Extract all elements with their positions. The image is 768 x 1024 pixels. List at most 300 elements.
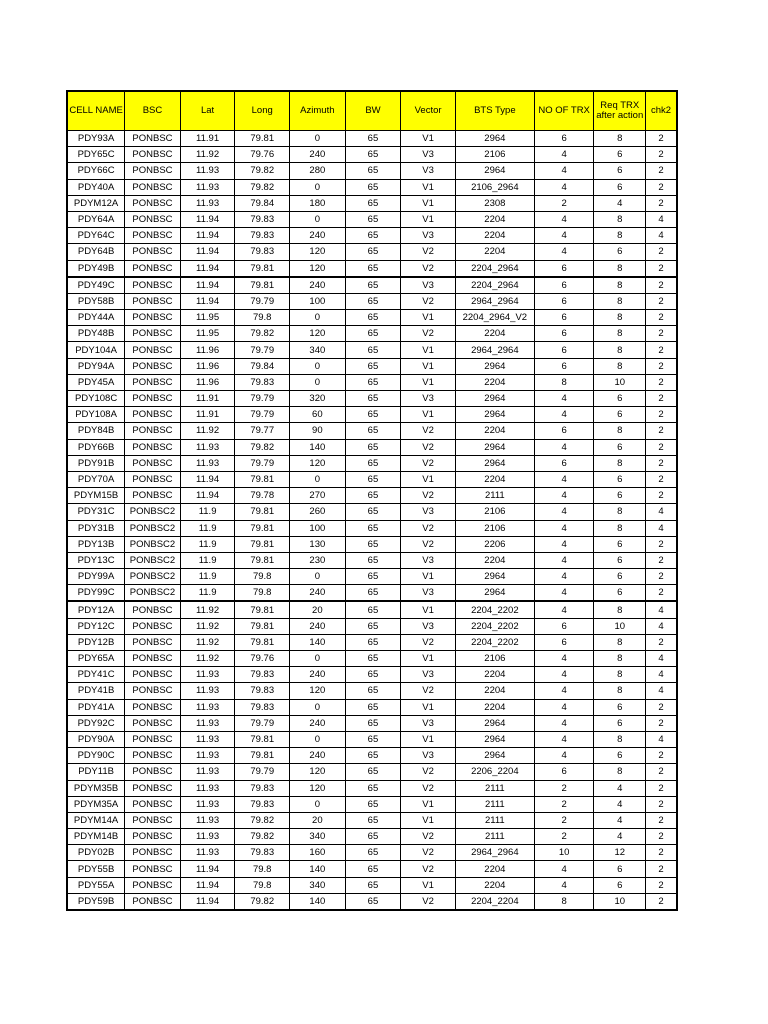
table-row [67,326,677,342]
cell-azimuth: 140 [290,861,346,877]
cell-req-trx: 8 [594,683,646,699]
cell-cell-name: PDY99C [67,585,125,602]
cell-chk2: 2 [646,699,677,715]
cell-lat: 11.93 [180,796,235,812]
cell-chk2: 2 [646,195,677,211]
cell-lat: 11.93 [180,179,235,195]
cell-azimuth: 0 [290,211,346,227]
cell-long: 79.76 [235,147,290,163]
cell-req-trx: 6 [594,439,646,455]
cell-azimuth: 240 [290,585,346,602]
cell-bsc: PONBSC [125,715,181,731]
table-row [67,488,677,504]
cell-chk2: 2 [646,455,677,471]
cell-req-trx: 8 [594,211,646,227]
cell-vector: V1 [401,374,456,390]
cell-lat: 11.94 [180,893,235,910]
cell-no-of-trx: 4 [534,601,594,618]
cell-bts-type: 2206_2204 [455,764,534,780]
cell-long: 79.83 [235,667,290,683]
cell-no-of-trx: 6 [534,455,594,471]
table-row [67,147,677,163]
cell-bw: 65 [345,488,401,504]
cell-no-of-trx: 4 [534,651,594,667]
table-row [67,358,677,374]
cell-azimuth: 270 [290,488,346,504]
cell-cell-name: PDY104A [67,342,125,358]
cell-chk2: 2 [646,552,677,568]
cell-bts-type: 2964 [455,569,534,585]
cell-bsc: PONBSC [125,391,181,407]
cell-bw: 65 [345,634,401,650]
table-row [67,651,677,667]
cell-vector: V2 [401,845,456,861]
cell-req-trx: 6 [594,179,646,195]
cell-vector: V3 [401,277,456,294]
table-row [67,195,677,211]
cell-chk2: 2 [646,845,677,861]
cell-no-of-trx: 4 [534,731,594,747]
cell-bsc: PONBSC [125,699,181,715]
cell-vector: V3 [401,748,456,764]
cell-bw: 65 [345,358,401,374]
cell-bsc: PONBSC2 [125,536,181,552]
cell-no-of-trx: 4 [534,211,594,227]
cell-bsc: PONBSC [125,179,181,195]
cell-azimuth: 240 [290,618,346,634]
cell-bsc: PONBSC [125,326,181,342]
cell-chk2: 2 [646,764,677,780]
cell-long: 79.81 [235,748,290,764]
cell-chk2: 4 [646,651,677,667]
cell-cell-name: PDY66B [67,439,125,455]
cell-long: 79.81 [235,131,290,147]
cell-req-trx: 10 [594,374,646,390]
cell-no-of-trx: 6 [534,131,594,147]
cell-long: 79.83 [235,244,290,260]
cell-bw: 65 [345,780,401,796]
cell-no-of-trx: 6 [534,293,594,309]
cell-vector: V1 [401,179,456,195]
cell-cell-name: PDY41A [67,699,125,715]
cell-lat: 11.92 [180,423,235,439]
cell-vector: V1 [401,211,456,227]
cell-cell-name: PDY58B [67,293,125,309]
cell-bts-type: 2204_2964 [455,260,534,277]
cell-no-of-trx: 4 [534,699,594,715]
cell-long: 79.82 [235,829,290,845]
cell-no-of-trx: 4 [534,439,594,455]
cell-lat: 11.93 [180,731,235,747]
cell-bw: 65 [345,277,401,294]
cell-long: 79.82 [235,893,290,910]
cell-azimuth: 340 [290,829,346,845]
cell-bts-type: 2106 [455,520,534,536]
cell-long: 79.76 [235,651,290,667]
cell-lat: 11.94 [180,861,235,877]
cell-chk2: 2 [646,877,677,893]
cell-bw: 65 [345,812,401,828]
cell-req-trx: 6 [594,147,646,163]
cell-req-trx: 6 [594,585,646,602]
cell-vector: V3 [401,585,456,602]
cell-no-of-trx: 2 [534,812,594,828]
cell-no-of-trx: 6 [534,310,594,326]
cell-azimuth: 120 [290,260,346,277]
cell-bw: 65 [345,796,401,812]
table-row [67,163,677,179]
cell-lat: 11.93 [180,455,235,471]
cell-req-trx: 4 [594,829,646,845]
cell-bw: 65 [345,423,401,439]
cell-long: 79.83 [235,374,290,390]
cell-long: 79.79 [235,342,290,358]
cell-bsc: PONBSC [125,147,181,163]
header-cell-name: CELL NAME [67,91,125,131]
cell-vector: V1 [401,471,456,487]
cell-req-trx: 8 [594,260,646,277]
cell-lat: 11.9 [180,585,235,602]
cell-bts-type: 2308 [455,195,534,211]
cell-long: 79.81 [235,471,290,487]
cell-azimuth: 180 [290,195,346,211]
cell-lat: 11.92 [180,147,235,163]
cell-long: 79.81 [235,520,290,536]
cell-vector: V2 [401,455,456,471]
cell-lat: 11.92 [180,634,235,650]
cell-no-of-trx: 4 [534,471,594,487]
cell-vector: V3 [401,618,456,634]
cell-cell-name: PDY13B [67,536,125,552]
cell-bsc: PONBSC [125,260,181,277]
cell-bw: 65 [345,715,401,731]
cell-cell-name: PDY13C [67,552,125,568]
cell-lat: 11.94 [180,211,235,227]
header-bw: BW [345,91,401,131]
cell-chk2: 4 [646,228,677,244]
cell-cell-name: PDY90A [67,731,125,747]
cell-chk2: 2 [646,293,677,309]
cell-vector: V1 [401,342,456,358]
cell-chk2: 2 [646,536,677,552]
cell-bsc: PONBSC [125,796,181,812]
cell-long: 79.77 [235,423,290,439]
cell-req-trx: 4 [594,780,646,796]
cell-no-of-trx: 4 [534,667,594,683]
header-long: Long [235,91,290,131]
cell-bsc: PONBSC [125,764,181,780]
cell-vector: V3 [401,552,456,568]
cell-vector: V2 [401,293,456,309]
cell-chk2: 4 [646,504,677,520]
cell-cell-name: PDY93A [67,131,125,147]
cell-lat: 11.9 [180,552,235,568]
cell-azimuth: 240 [290,277,346,294]
cell-azimuth: 0 [290,131,346,147]
cell-req-trx: 4 [594,796,646,812]
cell-vector: V1 [401,195,456,211]
table-row [67,471,677,487]
cell-chk2: 2 [646,407,677,423]
table-row [67,260,677,277]
cell-lat: 11.93 [180,439,235,455]
cell-cell-name: PDY55A [67,877,125,893]
cell-azimuth: 120 [290,683,346,699]
header-no-of-trx: NO OF TRX [534,91,594,131]
cell-cell-name: PDY59B [67,893,125,910]
cell-bsc: PONBSC [125,683,181,699]
cell-no-of-trx: 4 [534,147,594,163]
table-row [67,893,677,910]
cell-azimuth: 0 [290,471,346,487]
cell-azimuth: 320 [290,391,346,407]
cell-chk2: 4 [646,211,677,227]
cell-bsc: PONBSC [125,845,181,861]
cell-lat: 11.94 [180,244,235,260]
table-row [67,569,677,585]
cell-long: 79.82 [235,812,290,828]
cell-cell-name: PDY70A [67,471,125,487]
cell-chk2: 4 [646,667,677,683]
cell-vector: V3 [401,228,456,244]
table-row [67,780,677,796]
cell-no-of-trx: 4 [534,228,594,244]
cell-req-trx: 6 [594,471,646,487]
cell-lat: 11.9 [180,520,235,536]
cell-no-of-trx: 4 [534,244,594,260]
cell-bts-type: 2111 [455,488,534,504]
cell-bts-type: 2964_2964 [455,342,534,358]
cell-req-trx: 6 [594,715,646,731]
cell-vector: V2 [401,439,456,455]
cell-vector: V1 [401,877,456,893]
cell-bw: 65 [345,651,401,667]
cell-req-trx: 6 [594,407,646,423]
header-azimuth: Azimuth [290,91,346,131]
cell-bsc: PONBSC [125,812,181,828]
cell-vector: V3 [401,163,456,179]
cell-lat: 11.93 [180,667,235,683]
cell-lat: 11.93 [180,748,235,764]
cell-lat: 11.94 [180,488,235,504]
cell-vector: V2 [401,861,456,877]
cell-req-trx: 10 [594,893,646,910]
cell-vector: V1 [401,812,456,828]
cell-bts-type: 2204 [455,423,534,439]
cell-req-trx: 6 [594,552,646,568]
cell-bts-type: 2204 [455,699,534,715]
cell-vector: V1 [401,699,456,715]
cell-long: 79.8 [235,861,290,877]
cell-bts-type: 2964 [455,439,534,455]
table-row [67,748,677,764]
cell-lat: 11.91 [180,131,235,147]
cell-azimuth: 240 [290,228,346,244]
table-row [67,715,677,731]
cell-vector: V1 [401,407,456,423]
cell-vector: V2 [401,423,456,439]
cell-lat: 11.94 [180,277,235,294]
cell-long: 79.79 [235,407,290,423]
cell-long: 79.83 [235,699,290,715]
cell-bts-type: 2204 [455,326,534,342]
cell-req-trx: 6 [594,536,646,552]
cell-bts-type: 2964 [455,391,534,407]
cell-cell-name: PDY64C [67,228,125,244]
header-bsc: BSC [125,91,181,131]
cell-azimuth: 0 [290,569,346,585]
cell-vector: V2 [401,683,456,699]
cell-bts-type: 2204 [455,471,534,487]
cell-bw: 65 [345,569,401,585]
cell-bsc: PONBSC [125,163,181,179]
cell-bsc: PONBSC [125,228,181,244]
cell-cell-name: PDYM12A [67,195,125,211]
cell-chk2: 2 [646,131,677,147]
cell-vector: V2 [401,764,456,780]
cell-bts-type: 2106 [455,147,534,163]
cell-cell-name: PDY41B [67,683,125,699]
cell-no-of-trx: 4 [534,536,594,552]
cell-chk2: 2 [646,812,677,828]
cell-chk2: 2 [646,780,677,796]
cell-bsc: PONBSC [125,731,181,747]
cell-lat: 11.93 [180,163,235,179]
cell-azimuth: 120 [290,764,346,780]
cell-cell-name: PDY91B [67,455,125,471]
cell-vector: V1 [401,651,456,667]
cell-azimuth: 0 [290,310,346,326]
cell-vector: V1 [401,358,456,374]
cell-no-of-trx: 4 [534,179,594,195]
cell-cell-name: PDYM14B [67,829,125,845]
cell-lat: 11.96 [180,342,235,358]
cell-vector: V1 [401,731,456,747]
cell-bts-type: 2111 [455,812,534,828]
cell-bsc: PONBSC [125,861,181,877]
cell-lat: 11.93 [180,780,235,796]
cell-bsc: PONBSC [125,244,181,260]
cell-cell-name: PDY12C [67,618,125,634]
cell-cell-name: PDY12A [67,601,125,618]
cell-no-of-trx: 4 [534,569,594,585]
cell-req-trx: 6 [594,163,646,179]
cell-req-trx: 8 [594,601,646,618]
cell-chk2: 2 [646,471,677,487]
table-row [67,845,677,861]
cell-req-trx: 4 [594,195,646,211]
cell-bsc: PONBSC [125,277,181,294]
cell-lat: 11.9 [180,536,235,552]
cell-req-trx: 8 [594,520,646,536]
cell-no-of-trx: 2 [534,195,594,211]
cell-bts-type: 2964 [455,358,534,374]
table-row [67,504,677,520]
cell-azimuth: 0 [290,699,346,715]
cell-long: 79.83 [235,683,290,699]
table-row [67,439,677,455]
cell-no-of-trx: 2 [534,780,594,796]
cell-no-of-trx: 4 [534,504,594,520]
cell-long: 79.81 [235,601,290,618]
cell-bsc: PONBSC [125,358,181,374]
cell-bw: 65 [345,893,401,910]
cell-chk2: 2 [646,391,677,407]
cell-no-of-trx: 4 [534,552,594,568]
cell-bts-type: 2206 [455,536,534,552]
cell-bts-type: 2964 [455,748,534,764]
cell-chk2: 2 [646,488,677,504]
cell-cell-name: PDY108A [67,407,125,423]
cell-vector: V2 [401,326,456,342]
cell-cell-name: PDY49C [67,277,125,294]
cell-bts-type: 2204 [455,667,534,683]
table-row [67,131,677,147]
cell-bsc: PONBSC [125,423,181,439]
cell-no-of-trx: 6 [534,326,594,342]
cell-long: 79.83 [235,211,290,227]
cell-bsc: PONBSC2 [125,585,181,602]
cell-long: 79.79 [235,391,290,407]
cell-bw: 65 [345,407,401,423]
cell-chk2: 2 [646,147,677,163]
cell-req-trx: 8 [594,228,646,244]
cell-req-trx: 8 [594,731,646,747]
cell-no-of-trx: 10 [534,845,594,861]
cell-req-trx: 6 [594,488,646,504]
cell-bw: 65 [345,260,401,277]
cell-lat: 11.95 [180,326,235,342]
cell-azimuth: 120 [290,326,346,342]
cell-chk2: 2 [646,423,677,439]
cell-azimuth: 20 [290,812,346,828]
cell-lat: 11.93 [180,715,235,731]
cell-chk2: 2 [646,277,677,294]
cell-chk2: 2 [646,163,677,179]
cell-azimuth: 240 [290,147,346,163]
cell-bsc: PONBSC [125,877,181,893]
cell-bw: 65 [345,147,401,163]
cell-azimuth: 120 [290,455,346,471]
cell-bsc: PONBSC2 [125,504,181,520]
cell-bts-type: 2204 [455,228,534,244]
table-row [67,601,677,618]
cell-bsc: PONBSC [125,195,181,211]
cell-bsc: PONBSC [125,293,181,309]
cell-bts-type: 2204 [455,244,534,260]
cell-bw: 65 [345,310,401,326]
header-bts-type: BTS Type [455,91,534,131]
cell-bw: 65 [345,244,401,260]
cell-long: 79.82 [235,326,290,342]
cell-vector: V1 [401,569,456,585]
table-row [67,455,677,471]
cell-lat: 11.95 [180,310,235,326]
table-row [67,310,677,326]
cell-azimuth: 100 [290,520,346,536]
cell-cell-name: PDY31C [67,504,125,520]
cell-azimuth: 100 [290,293,346,309]
cell-lat: 11.94 [180,293,235,309]
cell-bts-type: 2964 [455,715,534,731]
table-body [67,131,677,911]
cell-lat: 11.91 [180,391,235,407]
cell-cell-name: PDY41C [67,667,125,683]
cell-long: 79.8 [235,569,290,585]
cell-chk2: 2 [646,634,677,650]
cell-chk2: 2 [646,893,677,910]
cell-cell-name: PDY31B [67,520,125,536]
